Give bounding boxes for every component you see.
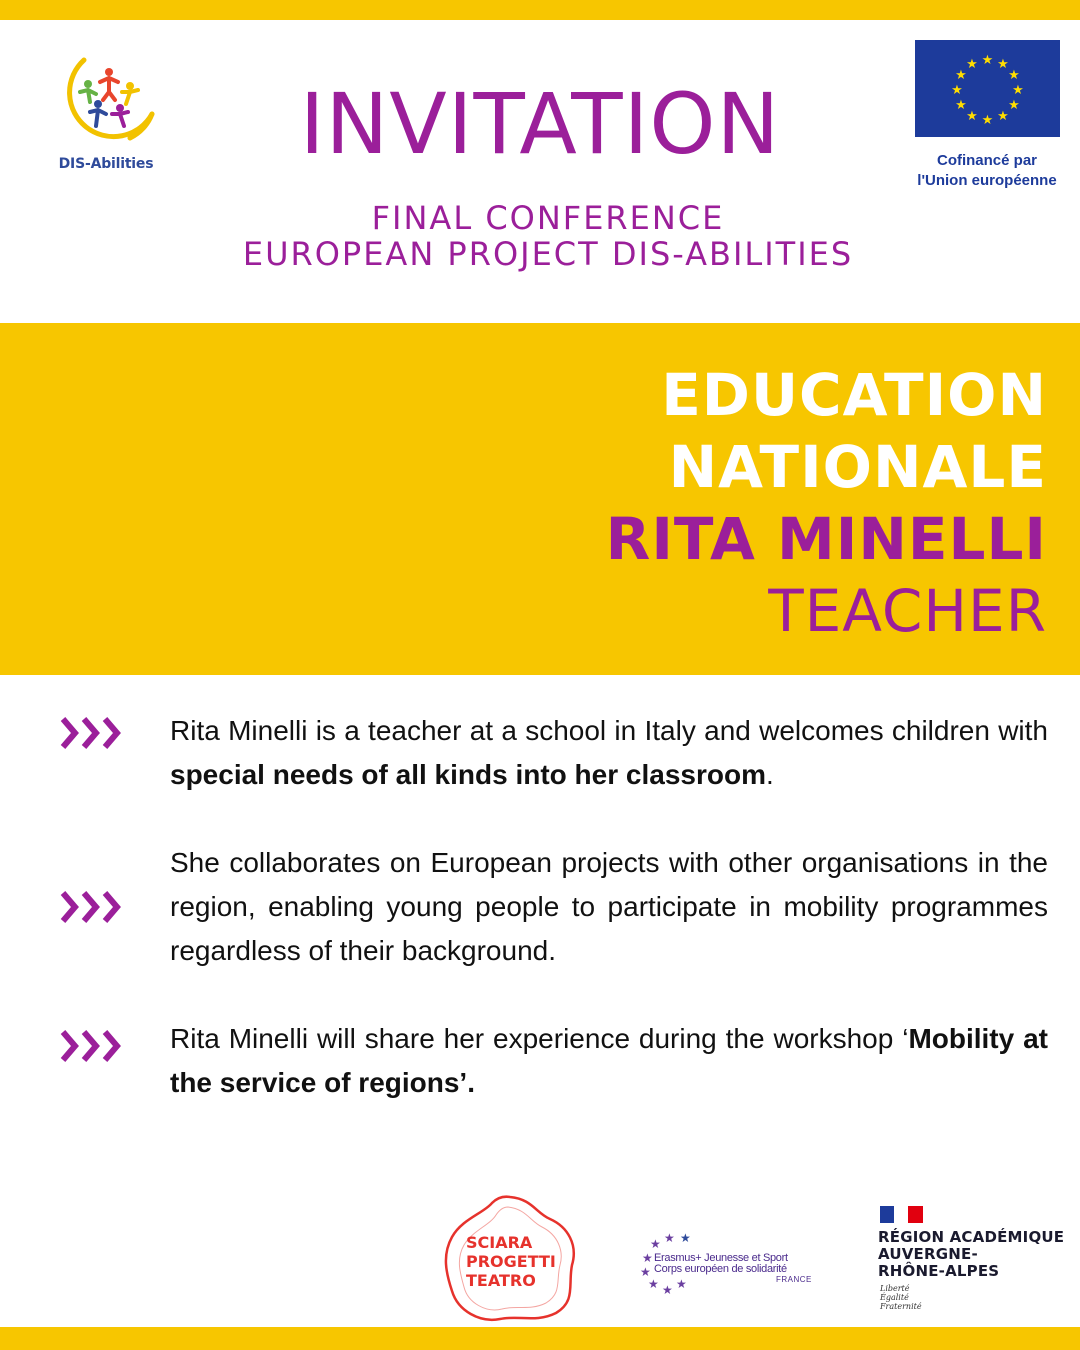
motto-liberte: Liberté — [880, 1284, 910, 1293]
eu-text-line-1: Cofinancé par — [936, 152, 1038, 169]
triple-chevron-icon — [60, 716, 126, 750]
region-line-2: AUVERGNE- — [878, 1245, 978, 1263]
speaker-name: RITA MINELLI — [605, 505, 1047, 573]
sciara-text — [466, 1233, 556, 1290]
paragraph-3-bold: Mobility at the service of regions’. — [170, 1023, 1048, 1098]
motto-egalite: Égalité — [880, 1293, 909, 1302]
republic-motto — [880, 1284, 922, 1311]
svg-text:★: ★ — [648, 1277, 659, 1291]
bottom-accent-bar — [0, 1327, 1080, 1350]
svg-text:★: ★ — [966, 108, 978, 123]
svg-text:★: ★ — [951, 82, 963, 97]
erasmus-line-2: Corps européen de solidarité — [654, 1263, 787, 1275]
sciara-progetti-teatro-logo — [440, 1193, 580, 1323]
paragraph-3 — [170, 1017, 1048, 1105]
paragraph-3-text: Rita Minelli will share her experience during the workshop ‘ — [170, 1023, 909, 1054]
svg-text:★: ★ — [955, 97, 967, 112]
region-academique-logo — [875, 1203, 1070, 1318]
paragraph-1 — [170, 709, 1048, 797]
triple-chevron-icon — [60, 1029, 126, 1063]
speaker-role: TEACHER — [768, 577, 1047, 645]
organisation-line-2: NATIONALE — [668, 433, 1047, 501]
sciara-line-3: TEATRO — [466, 1271, 536, 1290]
organisation-line-1: EDUCATION — [661, 361, 1047, 429]
logo-text: DIS-Abilities — [58, 156, 154, 172]
people-circle-icon — [54, 52, 158, 152]
svg-text:★: ★ — [680, 1231, 691, 1245]
top-accent-bar — [0, 0, 1080, 20]
svg-text:★: ★ — [664, 1231, 675, 1245]
erasmus-logo — [636, 1230, 816, 1300]
sciara-line-1: SCIARA — [466, 1233, 533, 1252]
region-text — [878, 1229, 1064, 1280]
region-line-3: RHÔNE-ALPES — [878, 1262, 1000, 1280]
svg-text:★: ★ — [981, 112, 994, 127]
svg-text:★: ★ — [642, 1251, 653, 1265]
erasmus-line-1: Erasmus+ Jeunesse et Sport — [654, 1252, 788, 1264]
eu-cofunding-text — [903, 151, 1071, 191]
subtitle-line-1: FINAL CONFERENCE — [371, 199, 725, 237]
paragraph-1-end: . — [765, 759, 774, 790]
svg-text:★: ★ — [676, 1277, 687, 1291]
svg-text:★: ★ — [981, 52, 994, 67]
svg-text:★: ★ — [662, 1283, 673, 1297]
svg-text:★: ★ — [997, 108, 1009, 123]
svg-text:★: ★ — [650, 1237, 661, 1251]
eu-text-line-2: l'Union européenne — [917, 172, 1057, 189]
svg-text:★: ★ — [1008, 67, 1020, 82]
subtitle — [150, 200, 946, 272]
triple-chevron-icon — [60, 890, 126, 924]
svg-text:★: ★ — [997, 56, 1009, 71]
svg-text:★: ★ — [955, 67, 967, 82]
page-title: INVITATION — [299, 75, 781, 173]
paragraph-2: She collaborates on European projects with other organisations in the region, enabling young people to participate in mobility programmes regardless of their background. — [170, 847, 1048, 966]
svg-text:★: ★ — [966, 56, 978, 71]
sciara-line-2: PROGETTI — [466, 1252, 556, 1271]
region-line-1: RÉGION ACADÉMIQUE — [878, 1228, 1065, 1246]
erasmus-line-3: FRANCE — [776, 1275, 812, 1284]
marianne-flag-icon — [880, 1206, 923, 1223]
speaker-band — [0, 323, 1080, 675]
paragraph-1-bold: special needs of all kinds into her classroom — [170, 759, 766, 790]
eu-flag-icon — [915, 40, 1060, 137]
subtitle-line-2: EUROPEAN PROJECT DIS-ABILITIES — [242, 235, 854, 273]
svg-text:★: ★ — [1008, 97, 1020, 112]
dis-abilities-logo — [50, 52, 165, 177]
svg-text:★: ★ — [1012, 82, 1024, 97]
svg-text:★: ★ — [640, 1265, 651, 1279]
motto-fraternite: Fraternité — [880, 1302, 922, 1311]
paragraph-1-text: Rita Minelli is a teacher at a school in Italy and welcomes children with — [170, 715, 1048, 746]
